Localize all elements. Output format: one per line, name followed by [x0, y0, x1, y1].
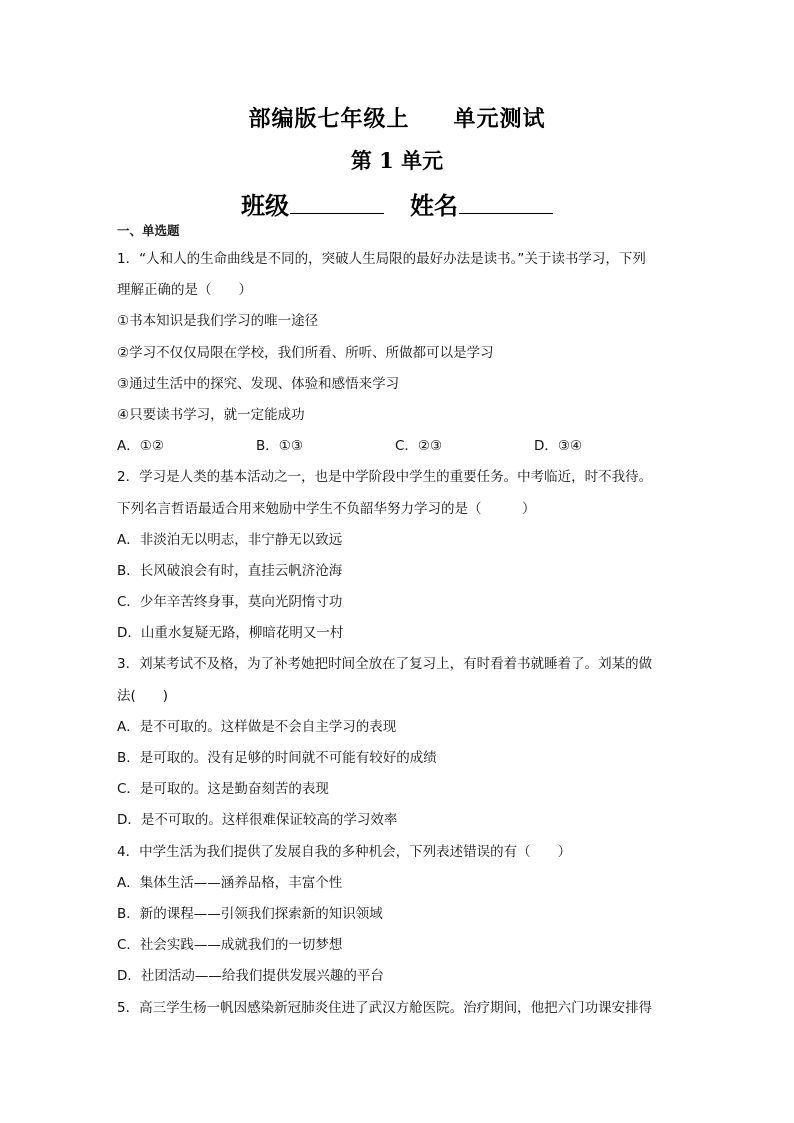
section-heading: 一、单选题: [117, 223, 180, 238]
title-test-text: 单元测试: [453, 106, 546, 132]
class-blank[interactable]: [290, 189, 384, 214]
student-info-line: [0, 186, 794, 221]
question-stem-line: 2．学习是人类的基本活动之一，也是中学阶段中学生的重要任务。中考临近，时不我待。: [117, 469, 653, 486]
question-stem-line: 法( ): [117, 687, 169, 704]
statement-1: ①书本知识是我们学习的唯一途径: [117, 313, 319, 330]
statement-3: ③通过生活中的探究、发现、体验和感悟来学习: [117, 375, 400, 392]
question-3: [117, 649, 682, 836]
question-list: [117, 244, 682, 1024]
option-d[interactable]: D．③④: [534, 438, 583, 455]
option-c[interactable]: C．社会实践——成就我们的一切梦想: [117, 937, 343, 954]
option-b[interactable]: B．新的课程——引领我们探索新的知识领域: [117, 905, 383, 922]
statement-4: ④只要读书学习，就一定能成功: [117, 406, 305, 423]
name-label: 姓名: [410, 191, 458, 220]
name-blank[interactable]: [459, 189, 553, 214]
title-grade-text: 部编版七年级上: [248, 106, 410, 132]
option-d[interactable]: D．是不可取的。这样很难保证较高的学习效率: [117, 812, 398, 829]
option-a[interactable]: A．非淡泊无以明志，非宁静无以致远: [117, 531, 343, 548]
statement-2: ②学习不仅仅局限在学校，我们所看、所听、所做都可以是学习: [117, 344, 494, 361]
option-a[interactable]: A．集体生活——涵养品格，丰富个性: [117, 874, 343, 891]
question-stem-line: 1．“人和人的生命曲线是不同的，突破人生局限的最好办法是读书。”关于读书学习，下列: [117, 251, 646, 267]
unit-title: 第 1 单元: [350, 148, 444, 173]
option-b[interactable]: B．①③: [256, 438, 303, 455]
option-a[interactable]: A．①②: [117, 438, 164, 455]
option-c[interactable]: C．是可取的。这是勤奋刻苦的表现: [117, 781, 329, 798]
option-d[interactable]: D．社团活动——给我们提供发展兴趣的平台: [117, 968, 384, 985]
question-4: [117, 837, 682, 993]
question-stem-line: 4．中学生活为我们提供了发展自我的多种机会，下列表述错误的有（ ）: [117, 843, 572, 860]
option-row: [117, 431, 682, 462]
option-d[interactable]: D．山重水复疑无路，柳暗花明又一村: [117, 625, 344, 642]
option-b[interactable]: B．长风破浪会有时，直挂云帆济沧海: [117, 562, 343, 579]
question-5: [117, 993, 682, 1024]
question-1: [117, 244, 682, 462]
question-2: [117, 462, 682, 649]
option-b[interactable]: B．是可取的。没有足够的时间就不可能有较好的成绩: [117, 750, 437, 766]
document-title: [0, 102, 794, 133]
option-c[interactable]: C．②③: [395, 438, 443, 455]
question-stem-line: 下列名言哲语最适合用来勉励中学生不负韶华努力学习的是（ ）: [117, 500, 536, 517]
question-stem-line: 理解正确的是（ ）: [117, 282, 252, 299]
option-c[interactable]: C．少年辛苦终身事，莫向光阴惰寸功: [117, 594, 343, 611]
question-stem-line: 3．刘某考试不及格，为了补考她把时间全放在了复习上，有时看着书就睡着了。刘某的做: [117, 656, 653, 673]
option-a[interactable]: A．是不可取的。这样做是不会自主学习的表现: [117, 718, 397, 735]
class-label: 班级: [241, 191, 289, 220]
question-stem-line: 5．高三学生杨一帆因感染新冠肺炎住进了武汉方舱医院。治疗期间，他把六门功课安排得: [117, 999, 653, 1016]
